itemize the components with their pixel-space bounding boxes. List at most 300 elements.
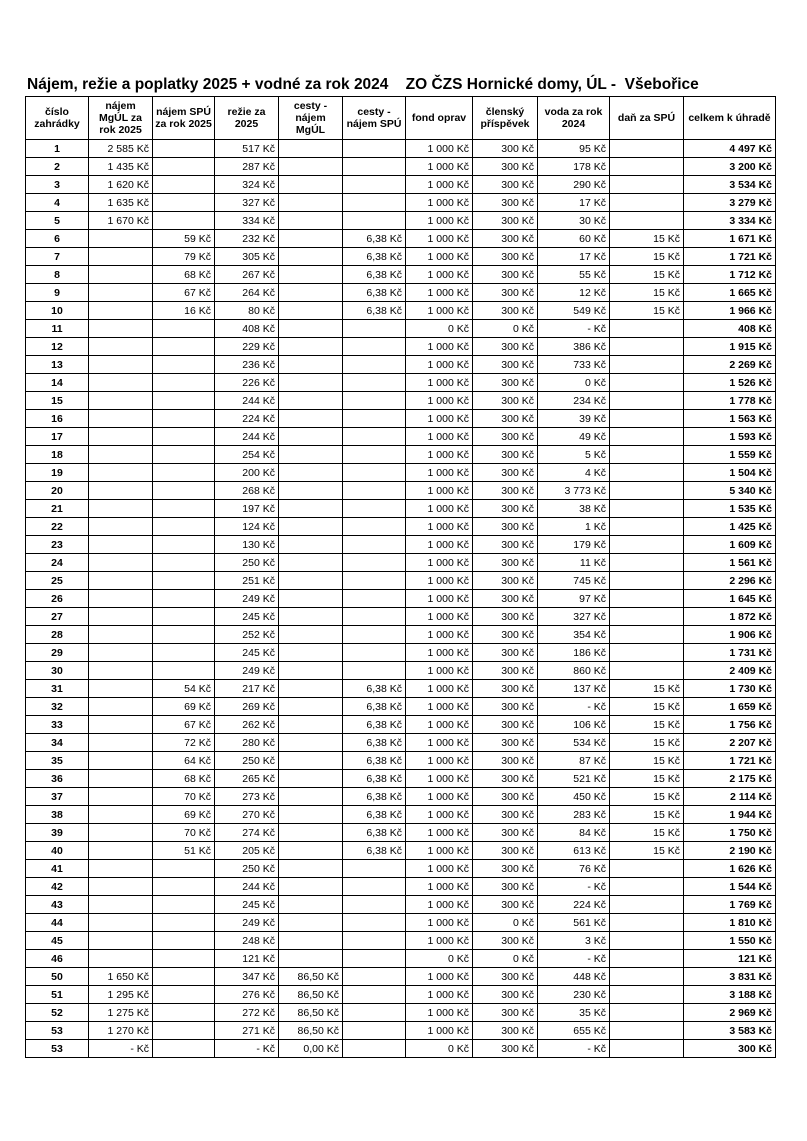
cell-water: 230 Kč bbox=[538, 986, 610, 1004]
cell-tax-spu: 15 Kč bbox=[610, 284, 684, 302]
cell-overhead: 276 Kč bbox=[215, 986, 279, 1004]
column-header: nájem MgÚL za rok 2025 bbox=[89, 97, 153, 140]
cell-water: - Kč bbox=[538, 878, 610, 896]
cell-roads-spu: 6,38 Kč bbox=[343, 734, 406, 752]
cell-water: 4 Kč bbox=[538, 464, 610, 482]
cell-rent-spu bbox=[153, 338, 215, 356]
cell-rent-mgul bbox=[89, 950, 153, 968]
cell-roads-spu bbox=[343, 212, 406, 230]
cell-water: 450 Kč bbox=[538, 788, 610, 806]
cell-tax-spu bbox=[610, 212, 684, 230]
table-row bbox=[26, 338, 776, 356]
column-header: fond oprav bbox=[406, 97, 473, 140]
cell-overhead: 244 Kč bbox=[215, 428, 279, 446]
cell-overhead: 251 Kč bbox=[215, 572, 279, 590]
cell-membership-fee: 300 Kč bbox=[473, 410, 538, 428]
cell-rent-spu bbox=[153, 482, 215, 500]
cell-overhead: 262 Kč bbox=[215, 716, 279, 734]
cell-overhead: 254 Kč bbox=[215, 446, 279, 464]
cell-repair-fund: 1 000 Kč bbox=[406, 842, 473, 860]
cell-tax-spu bbox=[610, 140, 684, 158]
cell-garden-number: 45 bbox=[26, 932, 89, 950]
cell-repair-fund: 1 000 Kč bbox=[406, 428, 473, 446]
cell-overhead: 249 Kč bbox=[215, 662, 279, 680]
table-row bbox=[26, 644, 776, 662]
cell-roads-spu bbox=[343, 194, 406, 212]
cell-rent-mgul bbox=[89, 356, 153, 374]
cell-overhead: 244 Kč bbox=[215, 878, 279, 896]
cell-rent-mgul bbox=[89, 248, 153, 266]
cell-garden-number: 53 bbox=[26, 1022, 89, 1040]
cell-tax-spu: 15 Kč bbox=[610, 752, 684, 770]
cell-tax-spu bbox=[610, 338, 684, 356]
cell-roads-mgul bbox=[279, 716, 343, 734]
column-header: daň za SPÚ bbox=[610, 97, 684, 140]
cell-total: 1 769 Kč bbox=[684, 896, 776, 914]
cell-total: 1 550 Kč bbox=[684, 932, 776, 950]
column-header: číslo zahrádky bbox=[26, 97, 89, 140]
cell-repair-fund: 1 000 Kč bbox=[406, 770, 473, 788]
cell-rent-mgul bbox=[89, 392, 153, 410]
table-row bbox=[26, 158, 776, 176]
cell-water: 0 Kč bbox=[538, 374, 610, 392]
cell-rent-spu: 79 Kč bbox=[153, 248, 215, 266]
cell-tax-spu bbox=[610, 392, 684, 410]
cell-rent-spu: 51 Kč bbox=[153, 842, 215, 860]
cell-rent-mgul bbox=[89, 500, 153, 518]
cell-roads-mgul bbox=[279, 212, 343, 230]
table-row bbox=[26, 266, 776, 284]
cell-tax-spu: 15 Kč bbox=[610, 824, 684, 842]
table-row bbox=[26, 230, 776, 248]
cell-total: 4 497 Kč bbox=[684, 140, 776, 158]
cell-total: 2 269 Kč bbox=[684, 356, 776, 374]
cell-overhead: 245 Kč bbox=[215, 608, 279, 626]
cell-garden-number: 32 bbox=[26, 698, 89, 716]
cell-garden-number: 31 bbox=[26, 680, 89, 698]
cell-rent-spu: 67 Kč bbox=[153, 284, 215, 302]
cell-membership-fee: 300 Kč bbox=[473, 212, 538, 230]
cell-overhead: 334 Kč bbox=[215, 212, 279, 230]
cell-roads-spu bbox=[343, 608, 406, 626]
cell-membership-fee: 300 Kč bbox=[473, 716, 538, 734]
cell-roads-spu: 6,38 Kč bbox=[343, 248, 406, 266]
cell-membership-fee: 300 Kč bbox=[473, 428, 538, 446]
table-row bbox=[26, 1040, 776, 1058]
cell-roads-mgul bbox=[279, 500, 343, 518]
table-row bbox=[26, 950, 776, 968]
cell-rent-mgul bbox=[89, 788, 153, 806]
cell-repair-fund: 1 000 Kč bbox=[406, 752, 473, 770]
cell-tax-spu: 15 Kč bbox=[610, 842, 684, 860]
cell-roads-spu bbox=[343, 1004, 406, 1022]
cell-rent-mgul bbox=[89, 284, 153, 302]
cell-overhead: 347 Kč bbox=[215, 968, 279, 986]
cell-total: 2 409 Kč bbox=[684, 662, 776, 680]
cell-membership-fee: 300 Kč bbox=[473, 158, 538, 176]
cell-roads-mgul bbox=[279, 842, 343, 860]
column-header: cesty - nájem MgÚL bbox=[279, 97, 343, 140]
cell-membership-fee: 300 Kč bbox=[473, 140, 538, 158]
cell-tax-spu bbox=[610, 932, 684, 950]
cell-roads-spu: 6,38 Kč bbox=[343, 230, 406, 248]
cell-roads-spu: 6,38 Kč bbox=[343, 788, 406, 806]
table-row bbox=[26, 716, 776, 734]
table-row bbox=[26, 806, 776, 824]
cell-rent-spu: 70 Kč bbox=[153, 788, 215, 806]
cell-rent-mgul bbox=[89, 806, 153, 824]
cell-roads-mgul bbox=[279, 302, 343, 320]
cell-roads-spu bbox=[343, 518, 406, 536]
cell-roads-mgul bbox=[279, 176, 343, 194]
cell-membership-fee: 300 Kč bbox=[473, 698, 538, 716]
cell-rent-mgul bbox=[89, 482, 153, 500]
cell-repair-fund: 1 000 Kč bbox=[406, 554, 473, 572]
cell-membership-fee: 0 Kč bbox=[473, 950, 538, 968]
cell-water: 224 Kč bbox=[538, 896, 610, 914]
cell-tax-spu bbox=[610, 950, 684, 968]
cell-rent-spu bbox=[153, 986, 215, 1004]
cell-total: 1 872 Kč bbox=[684, 608, 776, 626]
cell-water: 39 Kč bbox=[538, 410, 610, 428]
cell-roads-spu: 6,38 Kč bbox=[343, 284, 406, 302]
cell-water: 5 Kč bbox=[538, 446, 610, 464]
cell-membership-fee: 300 Kč bbox=[473, 878, 538, 896]
cell-overhead: 268 Kč bbox=[215, 482, 279, 500]
column-header: režie za 2025 bbox=[215, 97, 279, 140]
cell-roads-spu bbox=[343, 1040, 406, 1058]
cell-total: 1 609 Kč bbox=[684, 536, 776, 554]
cell-garden-number: 40 bbox=[26, 842, 89, 860]
cell-garden-number: 50 bbox=[26, 968, 89, 986]
cell-water: 521 Kč bbox=[538, 770, 610, 788]
cell-repair-fund: 1 000 Kč bbox=[406, 968, 473, 986]
cell-membership-fee: 300 Kč bbox=[473, 554, 538, 572]
table-row bbox=[26, 464, 776, 482]
cell-garden-number: 24 bbox=[26, 554, 89, 572]
table-row bbox=[26, 662, 776, 680]
cell-repair-fund: 1 000 Kč bbox=[406, 878, 473, 896]
cell-water: 55 Kč bbox=[538, 266, 610, 284]
cell-water: 3 773 Kč bbox=[538, 482, 610, 500]
cell-rent-mgul: - Kč bbox=[89, 1040, 153, 1058]
cell-roads-mgul bbox=[279, 860, 343, 878]
cell-tax-spu bbox=[610, 644, 684, 662]
cell-roads-spu bbox=[343, 482, 406, 500]
cell-water: 35 Kč bbox=[538, 1004, 610, 1022]
table-row bbox=[26, 482, 776, 500]
cell-repair-fund: 1 000 Kč bbox=[406, 248, 473, 266]
cell-rent-mgul: 1 620 Kč bbox=[89, 176, 153, 194]
cell-water: 17 Kč bbox=[538, 194, 610, 212]
cell-rent-mgul bbox=[89, 302, 153, 320]
cell-repair-fund: 1 000 Kč bbox=[406, 1004, 473, 1022]
cell-rent-mgul bbox=[89, 644, 153, 662]
cell-tax-spu bbox=[610, 896, 684, 914]
cell-rent-mgul bbox=[89, 878, 153, 896]
cell-garden-number: 46 bbox=[26, 950, 89, 968]
cell-repair-fund: 1 000 Kč bbox=[406, 644, 473, 662]
cell-overhead: 264 Kč bbox=[215, 284, 279, 302]
table-row bbox=[26, 374, 776, 392]
cell-tax-spu bbox=[610, 482, 684, 500]
cell-water: 354 Kč bbox=[538, 626, 610, 644]
cell-garden-number: 15 bbox=[26, 392, 89, 410]
cell-membership-fee: 300 Kč bbox=[473, 932, 538, 950]
cell-membership-fee: 300 Kč bbox=[473, 842, 538, 860]
cell-rent-mgul bbox=[89, 896, 153, 914]
cell-rent-mgul bbox=[89, 680, 153, 698]
cell-roads-mgul: 86,50 Kč bbox=[279, 1022, 343, 1040]
cell-membership-fee: 300 Kč bbox=[473, 266, 538, 284]
cell-rent-mgul: 1 635 Kč bbox=[89, 194, 153, 212]
cell-tax-spu bbox=[610, 158, 684, 176]
table-row bbox=[26, 518, 776, 536]
cell-roads-spu bbox=[343, 428, 406, 446]
cell-roads-spu bbox=[343, 176, 406, 194]
cell-roads-spu: 6,38 Kč bbox=[343, 770, 406, 788]
cell-membership-fee: 300 Kč bbox=[473, 1022, 538, 1040]
cell-repair-fund: 0 Kč bbox=[406, 320, 473, 338]
cell-rent-mgul: 1 670 Kč bbox=[89, 212, 153, 230]
cell-rent-mgul bbox=[89, 860, 153, 878]
cell-overhead: 287 Kč bbox=[215, 158, 279, 176]
cell-roads-spu bbox=[343, 374, 406, 392]
cell-total: 1 712 Kč bbox=[684, 266, 776, 284]
cell-tax-spu bbox=[610, 464, 684, 482]
cell-total: 3 583 Kč bbox=[684, 1022, 776, 1040]
cell-total: 1 665 Kč bbox=[684, 284, 776, 302]
table-row bbox=[26, 536, 776, 554]
cell-membership-fee: 300 Kč bbox=[473, 752, 538, 770]
cell-overhead: 517 Kč bbox=[215, 140, 279, 158]
cell-repair-fund: 1 000 Kč bbox=[406, 932, 473, 950]
cell-water: 95 Kč bbox=[538, 140, 610, 158]
cell-rent-spu: 68 Kč bbox=[153, 770, 215, 788]
cell-total: 1 810 Kč bbox=[684, 914, 776, 932]
cell-rent-spu bbox=[153, 554, 215, 572]
cell-tax-spu bbox=[610, 662, 684, 680]
cell-repair-fund: 1 000 Kč bbox=[406, 302, 473, 320]
cell-membership-fee: 300 Kč bbox=[473, 680, 538, 698]
cell-repair-fund: 1 000 Kč bbox=[406, 140, 473, 158]
cell-tax-spu bbox=[610, 500, 684, 518]
cell-rent-mgul bbox=[89, 554, 153, 572]
cell-tax-spu: 15 Kč bbox=[610, 698, 684, 716]
cell-roads-mgul: 86,50 Kč bbox=[279, 1004, 343, 1022]
cell-rent-spu bbox=[153, 1040, 215, 1058]
cell-water: 12 Kč bbox=[538, 284, 610, 302]
cell-total: 3 188 Kč bbox=[684, 986, 776, 1004]
cell-roads-spu bbox=[343, 392, 406, 410]
cell-overhead: 252 Kč bbox=[215, 626, 279, 644]
cell-garden-number: 39 bbox=[26, 824, 89, 842]
cell-overhead: 200 Kč bbox=[215, 464, 279, 482]
cell-roads-spu bbox=[343, 878, 406, 896]
cell-rent-spu bbox=[153, 626, 215, 644]
cell-water: - Kč bbox=[538, 1040, 610, 1058]
table-row bbox=[26, 392, 776, 410]
cell-overhead: 327 Kč bbox=[215, 194, 279, 212]
cell-roads-spu bbox=[343, 410, 406, 428]
cell-rent-mgul bbox=[89, 518, 153, 536]
cell-total: 2 175 Kč bbox=[684, 770, 776, 788]
cell-water: 38 Kč bbox=[538, 500, 610, 518]
cell-total: 5 340 Kč bbox=[684, 482, 776, 500]
cell-roads-mgul bbox=[279, 356, 343, 374]
cell-membership-fee: 300 Kč bbox=[473, 284, 538, 302]
cell-roads-spu bbox=[343, 320, 406, 338]
cell-total: 121 Kč bbox=[684, 950, 776, 968]
column-header: celkem k úhradě bbox=[684, 97, 776, 140]
cell-overhead: 269 Kč bbox=[215, 698, 279, 716]
table-row bbox=[26, 140, 776, 158]
cell-rent-spu bbox=[153, 140, 215, 158]
cell-overhead: 121 Kč bbox=[215, 950, 279, 968]
cell-total: 1 671 Kč bbox=[684, 230, 776, 248]
cell-roads-mgul bbox=[279, 284, 343, 302]
cell-roads-mgul bbox=[279, 518, 343, 536]
cell-total: 1 730 Kč bbox=[684, 680, 776, 698]
cell-total: 2 296 Kč bbox=[684, 572, 776, 590]
cell-rent-mgul bbox=[89, 698, 153, 716]
cell-overhead: 272 Kč bbox=[215, 1004, 279, 1022]
cell-rent-spu bbox=[153, 644, 215, 662]
cell-total: 3 200 Kč bbox=[684, 158, 776, 176]
table-row bbox=[26, 878, 776, 896]
cell-rent-spu: 68 Kč bbox=[153, 266, 215, 284]
cell-overhead: 124 Kč bbox=[215, 518, 279, 536]
cell-garden-number: 2 bbox=[26, 158, 89, 176]
cell-roads-mgul: 86,50 Kč bbox=[279, 968, 343, 986]
cell-rent-spu bbox=[153, 1022, 215, 1040]
cell-roads-spu bbox=[343, 500, 406, 518]
cell-rent-mgul bbox=[89, 752, 153, 770]
cell-roads-mgul bbox=[279, 248, 343, 266]
cell-rent-mgul: 1 270 Kč bbox=[89, 1022, 153, 1040]
cell-total: 1 966 Kč bbox=[684, 302, 776, 320]
cell-repair-fund: 1 000 Kč bbox=[406, 626, 473, 644]
cell-tax-spu bbox=[610, 590, 684, 608]
table-row bbox=[26, 194, 776, 212]
cell-total: 2 114 Kč bbox=[684, 788, 776, 806]
cell-roads-mgul bbox=[279, 770, 343, 788]
cell-rent-spu bbox=[153, 410, 215, 428]
table-row bbox=[26, 554, 776, 572]
table-row bbox=[26, 1004, 776, 1022]
cell-garden-number: 19 bbox=[26, 464, 89, 482]
table-row bbox=[26, 986, 776, 1004]
table-row bbox=[26, 860, 776, 878]
cell-rent-mgul: 1 435 Kč bbox=[89, 158, 153, 176]
cell-repair-fund: 1 000 Kč bbox=[406, 374, 473, 392]
cell-tax-spu: 15 Kč bbox=[610, 230, 684, 248]
cell-roads-mgul bbox=[279, 266, 343, 284]
cell-repair-fund: 1 000 Kč bbox=[406, 356, 473, 374]
cell-roads-spu: 6,38 Kč bbox=[343, 698, 406, 716]
cell-tax-spu: 15 Kč bbox=[610, 806, 684, 824]
cell-membership-fee: 300 Kč bbox=[473, 230, 538, 248]
cell-tax-spu bbox=[610, 536, 684, 554]
cell-roads-spu: 6,38 Kč bbox=[343, 806, 406, 824]
cell-overhead: 232 Kč bbox=[215, 230, 279, 248]
cell-rent-spu: 54 Kč bbox=[153, 680, 215, 698]
cell-overhead: 250 Kč bbox=[215, 752, 279, 770]
cell-roads-mgul bbox=[279, 554, 343, 572]
cell-membership-fee: 300 Kč bbox=[473, 896, 538, 914]
cell-rent-mgul: 1 295 Kč bbox=[89, 986, 153, 1004]
cell-garden-number: 30 bbox=[26, 662, 89, 680]
cell-repair-fund: 1 000 Kč bbox=[406, 284, 473, 302]
cell-rent-mgul bbox=[89, 590, 153, 608]
cell-tax-spu bbox=[610, 410, 684, 428]
cell-rent-spu bbox=[153, 320, 215, 338]
cell-garden-number: 38 bbox=[26, 806, 89, 824]
cell-water: - Kč bbox=[538, 950, 610, 968]
cell-garden-number: 10 bbox=[26, 302, 89, 320]
cell-garden-number: 34 bbox=[26, 734, 89, 752]
cell-repair-fund: 1 000 Kč bbox=[406, 914, 473, 932]
cell-roads-mgul bbox=[279, 338, 343, 356]
cell-overhead: 324 Kč bbox=[215, 176, 279, 194]
cell-overhead: 267 Kč bbox=[215, 266, 279, 284]
cell-water: 234 Kč bbox=[538, 392, 610, 410]
cell-roads-spu bbox=[343, 860, 406, 878]
cell-membership-fee: 300 Kč bbox=[473, 734, 538, 752]
table-row bbox=[26, 1022, 776, 1040]
cell-rent-mgul bbox=[89, 770, 153, 788]
cell-roads-mgul bbox=[279, 662, 343, 680]
cell-tax-spu: 15 Kč bbox=[610, 788, 684, 806]
fees-table bbox=[25, 96, 776, 1058]
cell-total: 1 561 Kč bbox=[684, 554, 776, 572]
cell-roads-mgul bbox=[279, 788, 343, 806]
cell-rent-spu: 64 Kč bbox=[153, 752, 215, 770]
cell-membership-fee: 0 Kč bbox=[473, 320, 538, 338]
cell-rent-spu bbox=[153, 374, 215, 392]
cell-repair-fund: 1 000 Kč bbox=[406, 338, 473, 356]
cell-overhead: 229 Kč bbox=[215, 338, 279, 356]
cell-tax-spu bbox=[610, 860, 684, 878]
cell-rent-spu: 59 Kč bbox=[153, 230, 215, 248]
cell-roads-mgul bbox=[279, 428, 343, 446]
cell-rent-spu bbox=[153, 194, 215, 212]
cell-water: 49 Kč bbox=[538, 428, 610, 446]
cell-overhead: 226 Kč bbox=[215, 374, 279, 392]
cell-tax-spu bbox=[610, 1004, 684, 1022]
table-row bbox=[26, 572, 776, 590]
cell-water: 534 Kč bbox=[538, 734, 610, 752]
cell-garden-number: 7 bbox=[26, 248, 89, 266]
table-body bbox=[26, 140, 776, 1058]
cell-rent-spu bbox=[153, 428, 215, 446]
cell-roads-spu bbox=[343, 896, 406, 914]
cell-membership-fee: 300 Kč bbox=[473, 464, 538, 482]
cell-tax-spu bbox=[610, 176, 684, 194]
cell-roads-mgul bbox=[279, 752, 343, 770]
cell-tax-spu bbox=[610, 968, 684, 986]
cell-tax-spu: 15 Kč bbox=[610, 716, 684, 734]
cell-tax-spu bbox=[610, 878, 684, 896]
cell-roads-spu bbox=[343, 446, 406, 464]
cell-repair-fund: 1 000 Kč bbox=[406, 698, 473, 716]
cell-roads-spu: 6,38 Kč bbox=[343, 716, 406, 734]
cell-tax-spu bbox=[610, 518, 684, 536]
cell-tax-spu bbox=[610, 914, 684, 932]
table-row bbox=[26, 626, 776, 644]
table-row bbox=[26, 500, 776, 518]
cell-total: 1 659 Kč bbox=[684, 698, 776, 716]
